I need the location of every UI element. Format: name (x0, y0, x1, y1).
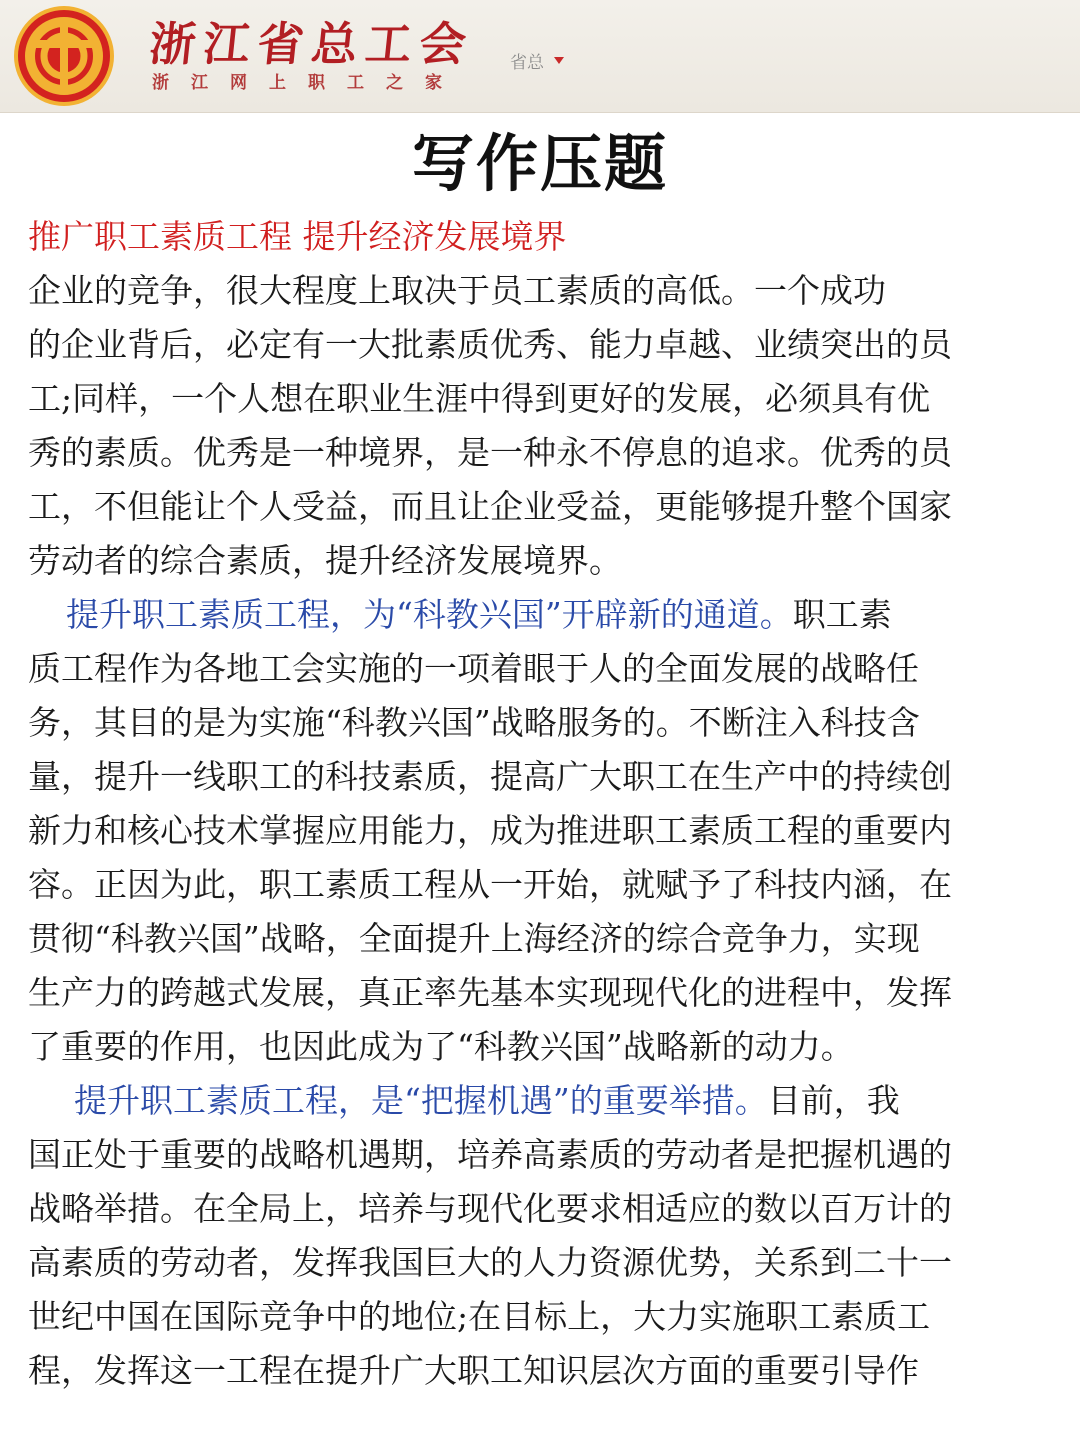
paragraph-line: 质工程作为各地工会实施的一项着眼于人的全面发展的战略任 (28, 649, 919, 688)
paragraph-line: 量，提升一线职工的科技素质，提高广大职工在生产中的持续创 (28, 757, 952, 796)
paragraph-line: 了重要的作用，也因此成为了“科教兴国”战略新的动力。 (28, 1027, 854, 1066)
paragraph-line: 工;同样，一个人想在职业生涯中得到更好的发展，必须具有优 (28, 379, 931, 418)
union-logo-icon[interactable] (10, 4, 118, 108)
paragraph-line: 新力和核心技术掌握应用能力，成为推进职工素质工程的重要内 (28, 811, 952, 850)
section-1-heading: 提升职工素质工程，为“科教兴国”开辟新的通道。 (66, 595, 793, 634)
paragraph-line: 程，发挥这一工程在提升广大职工知识层次方面的重要引导作 (28, 1351, 919, 1390)
section-2-heading: 提升职工素质工程，是“把握机遇”的重要举措。 (74, 1081, 768, 1120)
region-selector[interactable] (510, 48, 564, 73)
caret-down-icon (554, 57, 564, 64)
paragraph-line: 国正处于重要的战略机遇期，培养高素质的劳动者是把握机遇的 (28, 1135, 952, 1174)
paragraph-line: 工，不但能让个人受益，而且让企业受益，更能够提升整个国家 (28, 487, 952, 526)
article-body (28, 210, 1052, 1398)
section-2-first-line (28, 1074, 1052, 1128)
paragraph-line: 企业的竞争，很大程度上取决于员工素质的高低。一个成功 (28, 271, 886, 310)
paragraph-line: 世纪中国在国际竞争中的地位;在目标上，大力实施职工素质工 (28, 1297, 931, 1336)
brand-subtitle: 浙江网上职工之家 (152, 73, 464, 93)
paragraph-line: 战略举措。在全局上，培养与现代化要求相适应的数以百万计的 (28, 1189, 952, 1228)
paragraph-line: 容。正因为此，职工素质工程从一开始，就赋予了科技内涵，在 (28, 865, 952, 904)
paragraph-line: 生产力的跨越式发展，真正率先基本实现现代化的进程中，发挥 (28, 973, 952, 1012)
paragraph-line: 的企业背后，必定有一大批素质优秀、能力卓越、业绩突出的员 (28, 325, 952, 364)
page-title: 写作压题 (411, 127, 668, 200)
paragraph-line: 贯彻“科教兴国”战略，全面提升上海经济的综合竞争力，实现 (28, 919, 920, 958)
paragraph-line: 劳动者的综合素质，提升经济发展境界。 (28, 541, 622, 580)
paragraph-line: 务，其目的是为实施“科教兴国”战略服务的。不断注入科技含 (28, 703, 920, 742)
section-1-first-line (28, 588, 1052, 642)
section-1-lead-text: 职工素 (792, 595, 892, 634)
article-headline: 推广职工素质工程 提升经济发展境界 (28, 217, 567, 256)
section-2-lead-text: 目前，我 (767, 1081, 900, 1120)
site-header-banner (0, 0, 1080, 113)
brand-title: 浙江省总工会 (146, 17, 477, 71)
paragraph-line: 高素质的劳动者，发挥我国巨大的人力资源优势，关系到二十一 (28, 1243, 952, 1282)
paragraph-line: 秀的素质。优秀是一种境界，是一种永不停息的追求。优秀的员 (28, 433, 952, 472)
region-selector-label: 省总 (510, 53, 544, 73)
